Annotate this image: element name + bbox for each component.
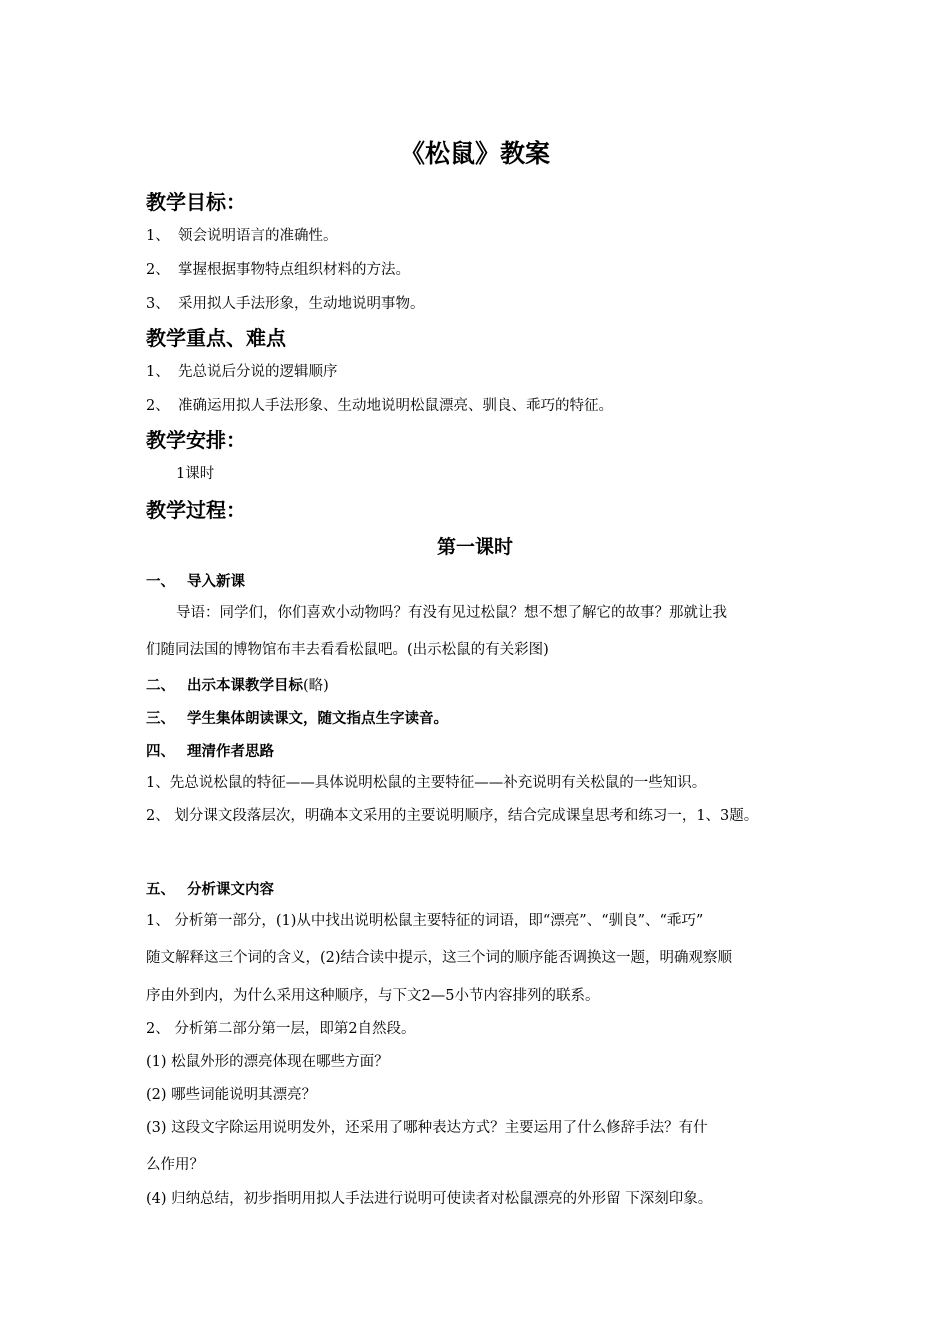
- section-2-note: (略): [303, 678, 329, 694]
- analysis-line-8: 么作用？: [146, 1157, 204, 1173]
- focus-item-2-num: 2、: [146, 398, 170, 414]
- analysis-line-6: (2) 哪些词能说明其漂亮？: [146, 1087, 317, 1103]
- analysis-line-3: 序由外到内，为什么采用这种顺序，与下文2—5小节内容排列的联系。: [146, 988, 600, 1004]
- analysis-line-5: (1) 松鼠外形的漂亮体现在哪些方面？: [146, 1054, 389, 1070]
- analysis-line-7: (3) 这段文字除运用说明发外，还采用了哪种表达方式？主要运用了什么修辞手法？有什: [146, 1120, 708, 1136]
- section-1-num: 一、: [146, 574, 175, 590]
- goals-heading: 教学目标：: [146, 190, 246, 214]
- goal-item-3-text: 采用拟人手法形象，生动地说明事物。: [178, 296, 425, 312]
- section-1: [146, 570, 245, 591]
- analysis-line-9: (4) 归纳总结，初步指明用拟人手法进行说明可使读者对松鼠漂亮的外形留 下深刻印象。: [146, 1191, 713, 1207]
- section-5: [146, 878, 274, 899]
- focus-heading: 教学重点、难点: [146, 326, 286, 350]
- section-2-title: 出示本课教学目标: [187, 678, 303, 694]
- focus-item-2-text: 准确运用拟人手法形象、生动地说明松鼠漂亮、驯良、乖巧的特征。: [178, 398, 613, 414]
- section-3-title: 学生集体朗读课文，随文指点生字读音。: [187, 711, 448, 727]
- analysis-line-4: 2、 分析第二部分第一层，即第2自然段。: [146, 1021, 416, 1037]
- focus-item-1-num: 1、: [146, 364, 170, 380]
- section-5-num: 五、: [146, 882, 175, 898]
- analysis-line-2: 随文解释这三个词的含义，(2)结合读中提示，这三个词的顺序能否调换这一题，明确观察顺: [146, 950, 733, 966]
- focus-item-2: [146, 396, 613, 416]
- intro-line-1: 导语：同学们，你们喜欢小动物吗？有没有见过松鼠？想不想了解它的故事？那就让我: [176, 605, 727, 621]
- outline-line-2: 2、 划分课文段落层次，明确本文采用的主要说明顺序，结合完成课皇思考和练习一，1、3题。: [146, 808, 759, 824]
- section-2-num: 二、: [146, 678, 175, 694]
- arrangement-text: 1课时: [176, 466, 215, 482]
- goal-item-1-num: 1、: [146, 228, 170, 244]
- goal-item-2-text: 掌握根据事物特点组织材料的方法。: [178, 262, 410, 278]
- goal-item-2-num: 2、: [146, 262, 170, 278]
- arrangement-heading: 教学安排：: [146, 428, 246, 452]
- section-5-title: 分析课文内容: [187, 882, 274, 898]
- focus-item-1: [146, 362, 338, 382]
- section-4: [146, 740, 274, 761]
- goal-item-3-num: 3、: [146, 296, 170, 312]
- lesson-title: 第一课时: [436, 536, 513, 558]
- process-heading: 教学过程：: [146, 498, 246, 522]
- section-4-title: 理清作者思路: [187, 744, 274, 760]
- goal-item-1-text: 领会说明语言的准确性。: [178, 228, 338, 244]
- goal-item-2: [146, 260, 410, 280]
- goal-item-1: [146, 226, 338, 246]
- section-4-num: 四、: [146, 744, 175, 760]
- section-2: [146, 674, 329, 695]
- section-3: [146, 707, 448, 728]
- section-1-title: 导入新课: [187, 574, 245, 590]
- analysis-line-1: 1、 分析第一部分，(1)从中找出说明松鼠主要特征的词语，即“漂亮”、“驯良”、“乖巧”: [146, 913, 704, 929]
- section-3-num: 三、: [146, 711, 175, 727]
- document-title: 《松鼠》教案: [399, 139, 550, 168]
- focus-item-1-text: 先总说后分说的逻辑顺序: [178, 364, 338, 380]
- intro-line-2: 们随同法国的博物馆布丰去看看松鼠吧。(出示松鼠的有关彩图): [146, 642, 549, 658]
- outline-line-1: 1、先总说松鼠的特征——具体说明松鼠的主要特征——补充说明有关松鼠的一些知识。: [146, 775, 707, 791]
- goal-item-3: [146, 294, 425, 314]
